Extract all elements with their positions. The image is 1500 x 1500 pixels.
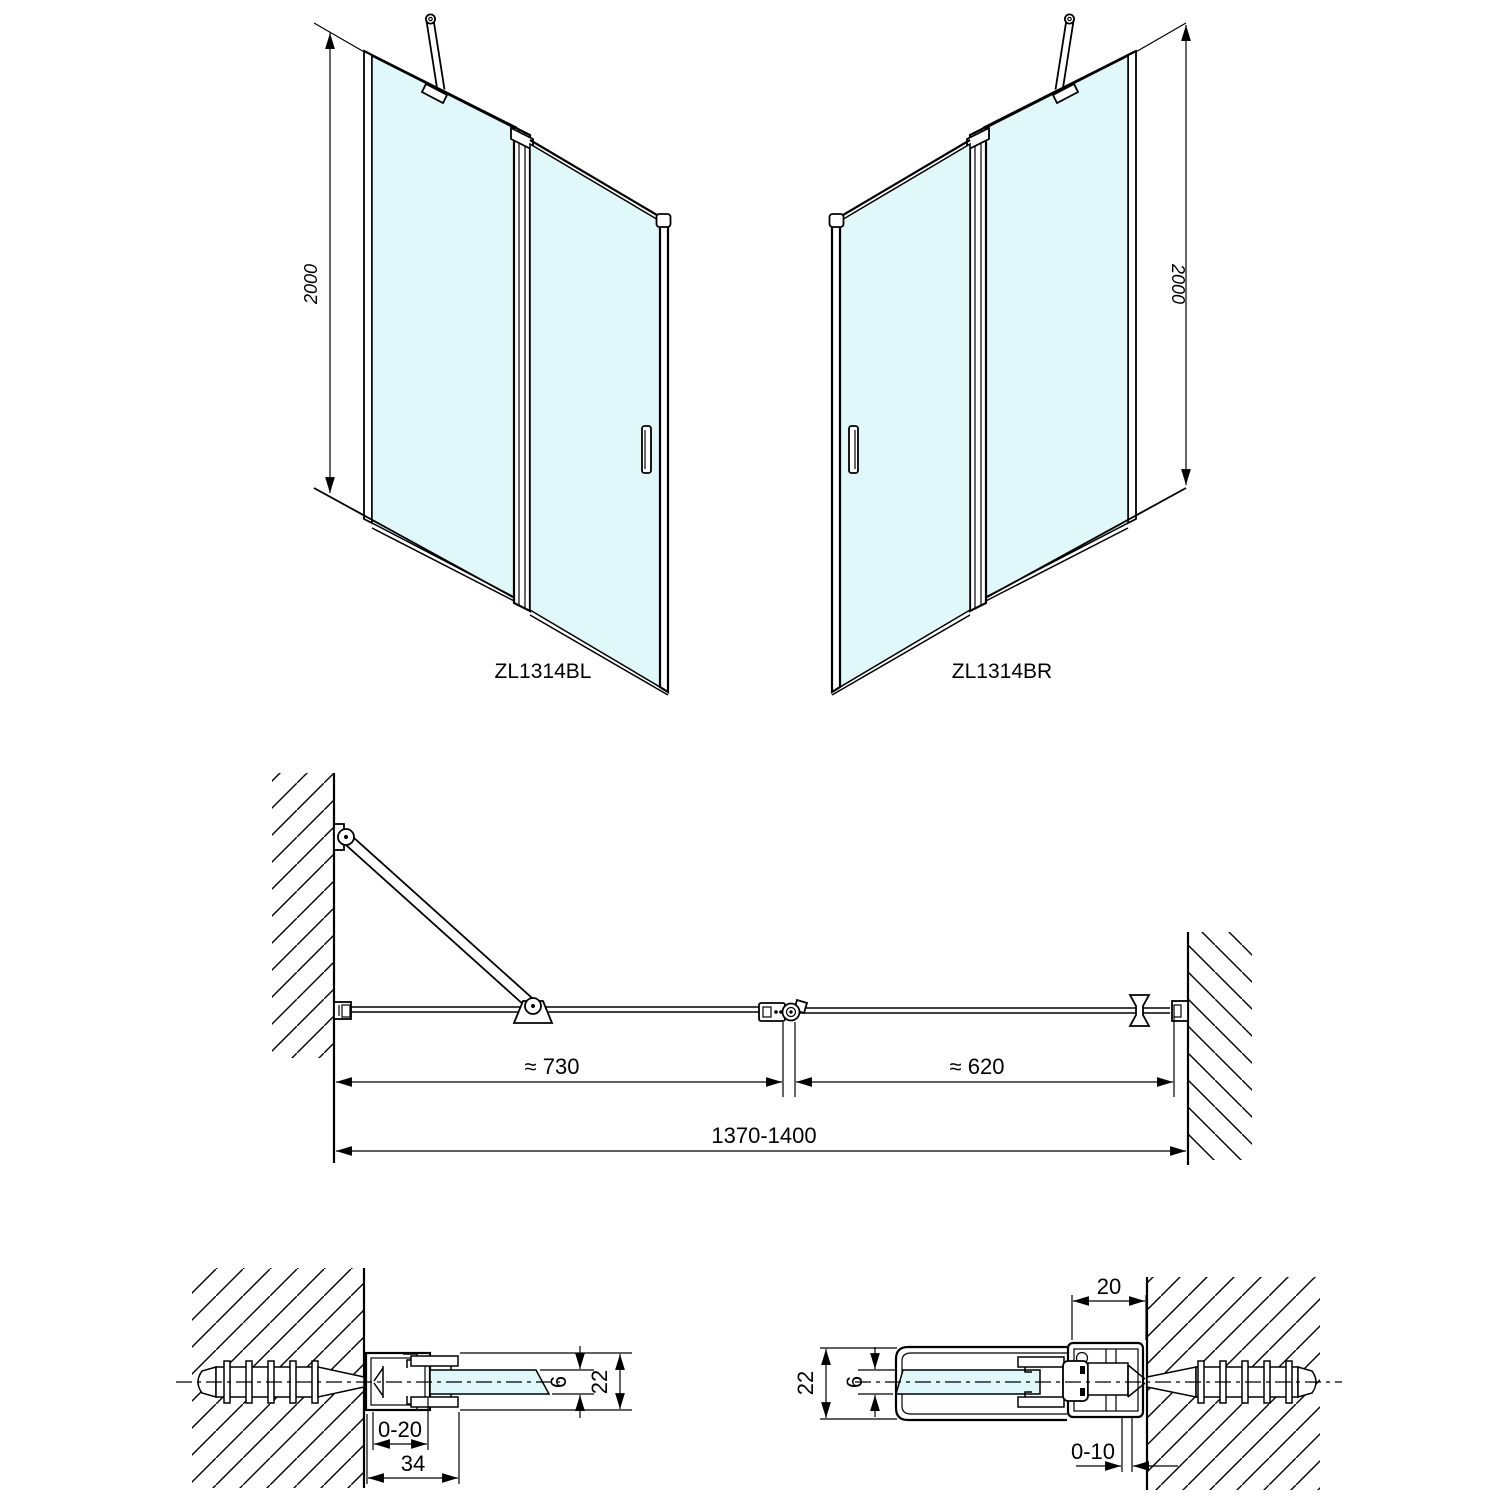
profile-extension-text: 20 (1096, 1274, 1122, 1299)
glass-clamp-bottom (1018, 1397, 1064, 1407)
fixed-panel-frame (364, 51, 372, 523)
profile-depth-text: 22 (793, 1370, 818, 1396)
height-dimension-text-left: 2000 (301, 263, 321, 305)
support-bar-end (426, 14, 435, 23)
fixed-width-dimension-text: ≈ 730 (524, 1054, 580, 1079)
fixed-glass-panel (372, 56, 516, 598)
height-dimension-text-right: 2000 (1168, 263, 1188, 305)
glass-thickness-text: 6 (842, 1375, 867, 1389)
glass-clamp-bottom (411, 1397, 458, 1407)
door-edge-cap (657, 214, 671, 227)
model-label-left: ZL1314BL (494, 660, 592, 683)
profile-width-text: 34 (400, 1451, 426, 1476)
slider-clip (1080, 1366, 1085, 1374)
glass-clamp-top (411, 1356, 458, 1366)
door-width-dimension-text: ≈ 620 (949, 1054, 1005, 1079)
glass-clamp-top (1018, 1357, 1064, 1367)
door-glass-panel (530, 144, 660, 687)
pivot-pin (344, 835, 348, 839)
slider-clip (1080, 1388, 1085, 1396)
glass-thickness-text: 6 (546, 1375, 571, 1389)
total-width-dimension-text: 1370-1400 (711, 1123, 817, 1148)
pivot-pin (789, 1010, 792, 1013)
door-handle (642, 426, 651, 473)
wall-hatch-right (1188, 932, 1252, 1160)
hinge-profile (514, 127, 530, 611)
door-edge-profile (660, 219, 668, 692)
wall-adjustment-text: 0-20 (377, 1417, 423, 1442)
adjustment-text: 0-10 (1070, 1439, 1116, 1464)
hinge-screw (774, 1010, 778, 1014)
adjuster-block (1088, 1363, 1128, 1395)
wall-hatch-left (272, 773, 334, 1058)
pivot-pin (531, 1004, 535, 1008)
model-label-right: ZL1314BR (951, 660, 1053, 683)
profile-depth-text: 22 (587, 1369, 612, 1395)
